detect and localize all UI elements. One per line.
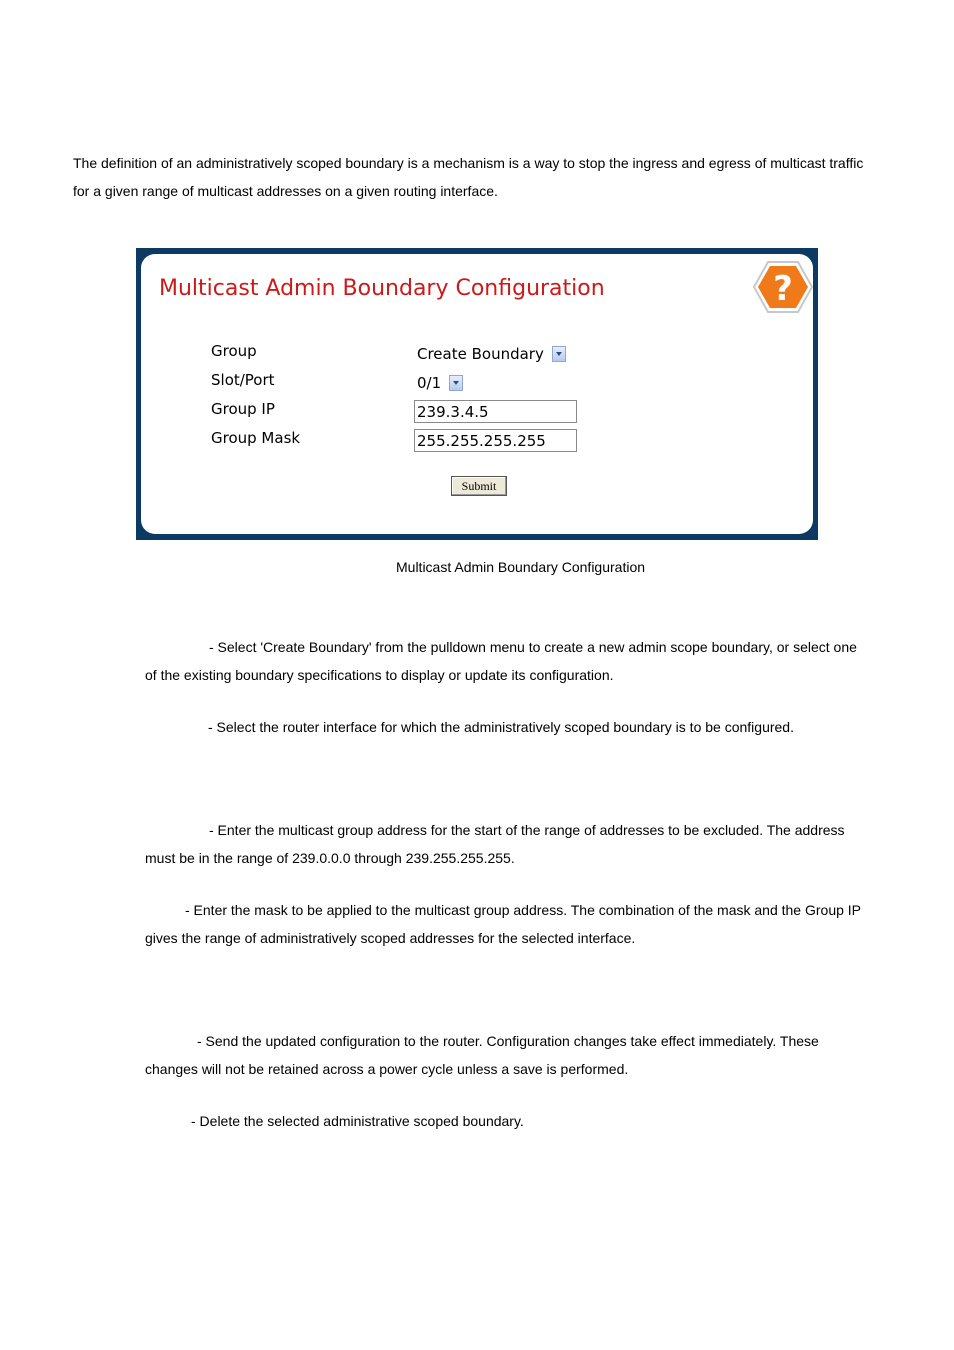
submit-button[interactable]: Submit [451,476,507,496]
group-ip-description [145,816,890,872]
delete-description [145,1107,890,1135]
group-description [145,633,890,689]
group-mask-input[interactable] [414,429,577,452]
group-label: Group [211,342,257,360]
config-panel-frame [136,248,818,540]
help-icon[interactable] [753,260,813,314]
group-ip-description-line-1: - Enter the multicast group address for the start of the range of addresses to be excluded. The address [209,822,845,838]
chevron-down-icon[interactable] [552,346,566,362]
chevron-down-icon[interactable] [449,375,463,391]
submit-description [145,1027,890,1083]
submit-description-line-2: changes will not be retained across a power cycle unless a save is performed. [145,1061,629,1077]
slot-port-select[interactable] [417,372,463,394]
group-select[interactable] [417,343,566,365]
svg-text:?: ? [773,269,793,309]
panel-title: Multicast Admin Boundary Configuration [159,276,605,301]
config-panel [141,254,813,534]
group-description-line-1: - Select 'Create Boundary' from the pulldown menu to create a new admin scope boundary, or select one [209,639,857,655]
intro-line-1: The definition of an administratively scoped boundary is a mechanism is a way to stop the ingress and egress of multicast traffic [73,155,864,171]
intro-paragraph [73,149,903,205]
figure-caption: Multicast Admin Boundary Configuration [396,559,646,575]
slot-port-description-line: - Select the router interface for which the administratively scoped boundary is to be configured. [208,719,794,735]
submit-description-line-1: - Send the updated configuration to the router. Configuration changes take effect immediately. These [197,1033,819,1049]
group-ip-label: Group IP [211,400,275,418]
group-mask-description-line-1: - Enter the mask to be applied to the multicast group address. The combination of the mask and the Group IP [185,902,862,918]
group-mask-label: Group Mask [211,429,301,447]
delete-description-line: - Delete the selected administrative scoped boundary. [191,1113,524,1129]
group-select-value: Create Boundary [417,345,544,363]
slot-port-label: Slot/Port [211,371,275,389]
group-mask-description-line-2: gives the range of administratively scoped addresses for the selected interface. [145,930,636,946]
intro-line-2: for a given range of multicast addresses on a given routing interface. [73,183,498,199]
slot-port-description [145,713,890,741]
slot-port-select-value: 0/1 [417,374,442,392]
group-mask-description [145,896,890,952]
group-ip-description-line-2: must be in the range of 239.0.0.0 through 239.255.255.255. [145,850,515,866]
group-description-line-2: of the existing boundary specifications to display or update its configuration. [145,667,614,683]
group-ip-input[interactable] [414,400,577,423]
